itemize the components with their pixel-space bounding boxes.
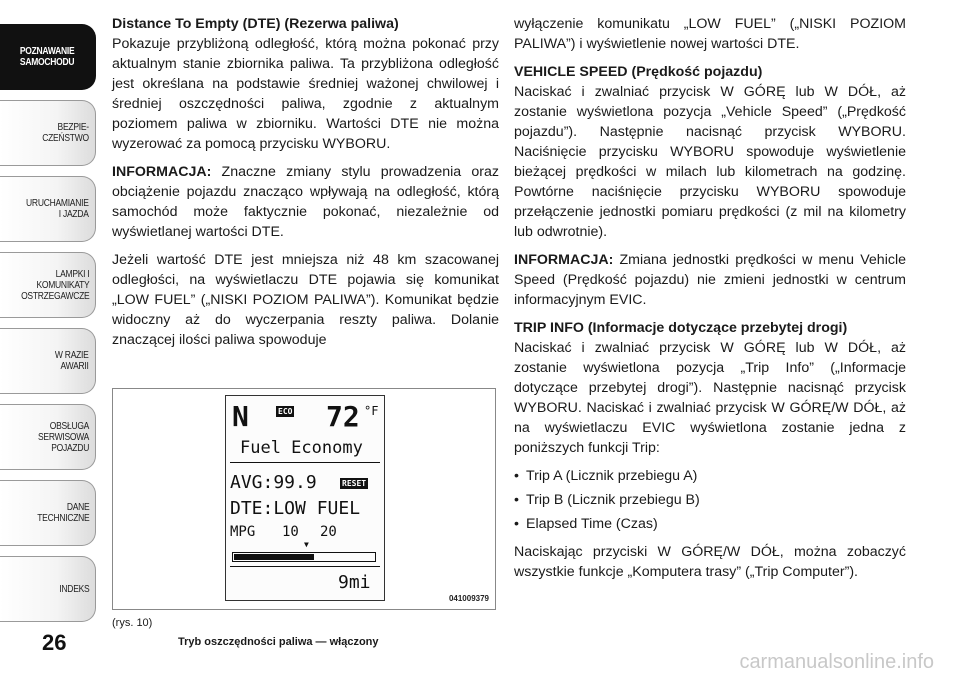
- trip-info-paragraph: Naciskać i zwalniać przycisk W GÓRĘ lub W DÓŁ, aż zostanie wyświetlona pozycja „Trip Info” („Informacje dotyczące przebytej drogi”). Następnie nacisnąć przycisk WYBORU. Naciskać i zwalniać przycisk W GÓRĘ/W DÓŁ, aż na wyświetlaczu EVIC wyświetlona zostanie jedna z poniższych funkcji Trip:: [514, 340, 906, 456]
- trip-functions-list: [514, 466, 906, 534]
- figure-code: 041009379: [448, 594, 489, 603]
- mpg-scale-10: 10: [282, 524, 299, 540]
- watermark: carmanualsonline.info: [739, 651, 934, 673]
- note-label: INFORMACJA:: [514, 252, 614, 268]
- sidebar-tab-obsluga[interactable]: [0, 404, 96, 470]
- sidebar-tab-label: DANE TECHNICZNE: [36, 502, 89, 524]
- page-number: 26: [42, 630, 67, 655]
- eco-indicator: ECO: [278, 407, 293, 416]
- sidebar-tab-indeks[interactable]: [0, 556, 96, 622]
- sidebar-tab-awarii[interactable]: [0, 328, 96, 394]
- closing-paragraph: Naciskając przyciski W GÓRĘ/W DÓŁ, można zobaczyć wszystkie funkcje „Komputera trasy” („Trip Computer”).: [514, 544, 906, 580]
- sidebar-tab-lampki[interactable]: [0, 252, 96, 318]
- mpg-pointer-icon: ▼: [304, 540, 309, 549]
- vehicle-speed-paragraph: Naciskać i zwalniać przycisk W GÓRĘ lub W DÓŁ, aż zostanie wyświetlona pozycja „Vehicle Speed” („Prędkość pojazdu”). Następnie nacisnąć przycisk WYBORU. Naciśnięcie przycisku WYBORU spowoduje wyświetlenie bieżącej prędkości w milach lub kilometrach na godzinę. Powtórne naciśnięcie przycisku WYBORU spowoduje przełączenie jednostki pomiaru prędkości (z mil na kilometry lub odwrotnie).: [514, 84, 906, 240]
- outside-temperature: 72: [326, 400, 360, 433]
- evic-display-illustration: [225, 395, 385, 601]
- figure-caption: Tryb oszczędności paliwa — włączony: [178, 636, 379, 648]
- sidebar-tab-poznawanie[interactable]: [0, 24, 96, 90]
- list-item: • Trip A (Licznik przebiegu A): [514, 466, 906, 486]
- trip-info-heading: TRIP INFO (Informacje dotyczące przebytej drogi): [514, 320, 848, 336]
- display-divider: [230, 566, 380, 567]
- sidebar-tab-uruchamianie[interactable]: [0, 176, 96, 242]
- sidebar-tab-label: LAMPKI I KOMUNIKATY OSTRZEGAWCZE: [20, 268, 89, 302]
- figure-label: (rys. 10): [112, 617, 153, 629]
- dte-paragraph: Pokazuje przybliżoną odległość, którą można pokonać przy aktualnym stanie zbiornika paliwa. Ta przybliżona odległość jest określana na podstawie średniej ważonej chwilowej i średniej oszczędności paliwa, zgodnie z aktualnym poziomem paliwa w zbiorniku. Wartości DTE nie można wyzerować za pomocą przycisku WYBORU.: [112, 36, 499, 152]
- display-divider: [230, 462, 380, 463]
- left-column: [112, 14, 499, 358]
- sidebar-tab-label: BEZPIE- CZEŃSTWO: [42, 122, 89, 144]
- sidebar-tab-label: POZNAWANIE SAMOCHODU: [20, 46, 75, 68]
- sidebar-tab-label: OBSŁUGA SERWISOWA POJAZDU: [37, 420, 89, 454]
- sidebar-tab-label: INDEKS: [58, 583, 89, 595]
- note-text: Znaczne zmiany stylu prowadzenia oraz obciążenie pojazdu znacząco wpływają na odległość, którą samochód może faktycznie pokonać, niezależnie od wyświetlanej wartości DTE.: [112, 164, 499, 240]
- note-label: INFORMACJA:: [112, 164, 212, 180]
- range-readout: 9mi: [338, 572, 371, 593]
- low-fuel-paragraph: Jeżeli wartość DTE jest mniejsza niż 48 km szacowanej odległości, na wyświetlaczu DTE pojawia się komunikat „LOW FUEL” („NISKI POZIOM PALIWA”). Komunikat będzie widoczny aż do wyczerpania reszty paliwa. Dolanie znaczącej ilości paliwa spowoduje: [112, 252, 499, 348]
- dte-note: [112, 162, 499, 242]
- display-title: Fuel Economy: [240, 438, 363, 458]
- temperature-unit: °F: [364, 404, 379, 418]
- mpg-scale-20: 20: [320, 524, 337, 540]
- dte-heading: Distance To Empty (DTE) (Rezerwa paliwa): [112, 16, 399, 32]
- sidebar-tab-label: URUCHAMIANIE I JAZDA: [26, 198, 89, 220]
- continued-paragraph: wyłączenie komunikatu „LOW FUEL” („NISKI POZIOM PALIWA”) i wyświetlenie nowej wartości DTE.: [514, 16, 906, 52]
- distance-to-empty: DTE:LOW FUEL: [230, 498, 361, 519]
- sidebar-tab-dane[interactable]: [0, 480, 96, 546]
- average-economy: AVG:99.9: [230, 472, 317, 493]
- mpg-scale-label: MPG: [230, 524, 256, 540]
- list-item: • Trip B (Licznik przebiegu B): [514, 490, 906, 510]
- speed-note: [514, 250, 906, 310]
- fuel-economy-bar: [232, 552, 376, 562]
- fuel-economy-bar-fill: [234, 554, 314, 560]
- vehicle-speed-heading: VEHICLE SPEED (Prędkość pojazdu): [514, 64, 763, 80]
- sidebar-tab-label: W RAZIE AWARII: [55, 350, 89, 372]
- reset-indicator: RESET: [342, 479, 367, 488]
- right-column: [514, 14, 906, 590]
- note-text: Zmiana jednostki prędkości w menu Vehicle Speed (Prędkość pojazdu) nie zmieni jednostki w centrum informacyjnym EVIC.: [514, 252, 906, 308]
- sidebar-tab-bezpieczenstwo[interactable]: [0, 100, 96, 166]
- compass-heading: N: [232, 400, 249, 433]
- list-item: • Elapsed Time (Czas): [514, 514, 906, 534]
- fuel-economy-figure: [112, 388, 496, 610]
